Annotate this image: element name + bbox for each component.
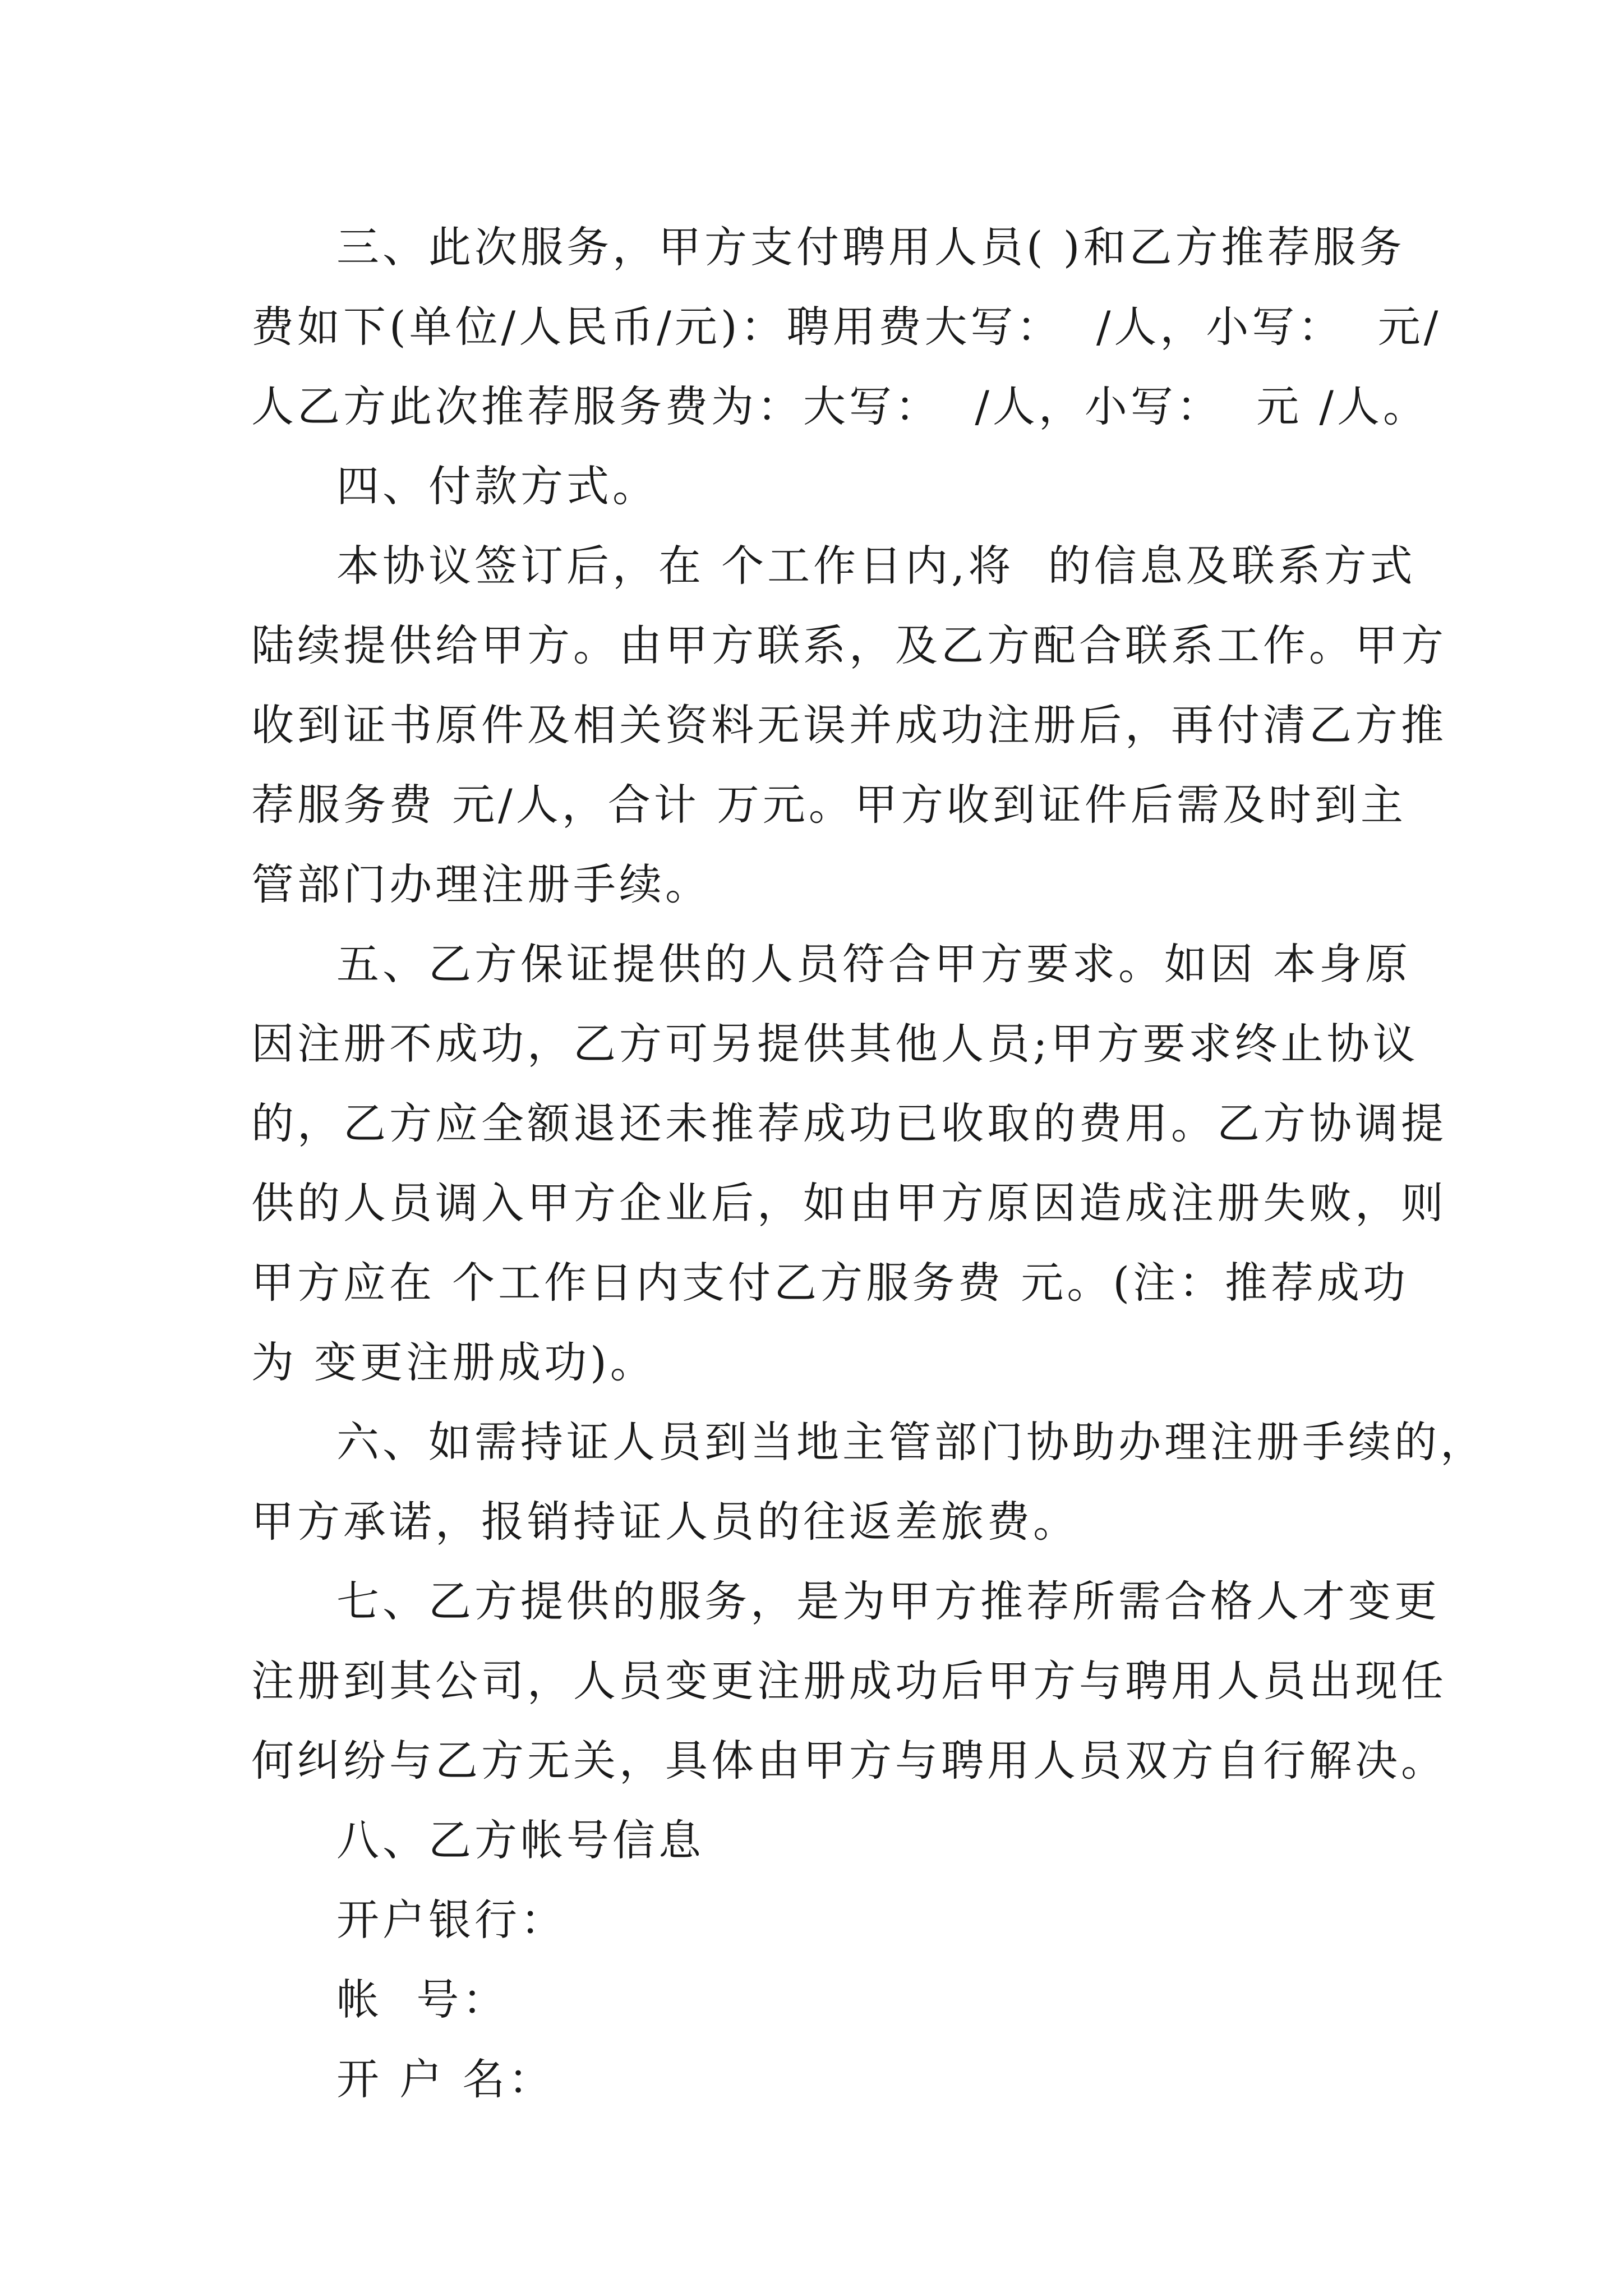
section-5 bbox=[251, 924, 1447, 1402]
section-8-heading: 八、乙方帐号信息 bbox=[336, 1815, 704, 1865]
section-5-line-3: 的，乙方应全额退还未推荐成功已收取的费用。乙方协调提 bbox=[251, 1098, 1447, 1148]
section-4-line-2: 陆续提供给甲方。由甲方联系，及乙方配合联系工作。甲方 bbox=[251, 620, 1447, 670]
section-4-line-3: 收到证书原件及相关资料无误并成功注册后，再付清乙方推 bbox=[251, 700, 1447, 750]
section-4-heading: 四、付款方式。 bbox=[336, 461, 658, 511]
section-6 bbox=[251, 1402, 1486, 1562]
section-4-line-5: 管部门办理注册手续。 bbox=[251, 859, 711, 909]
section-4-line-4: 荐服务费 元/人，合计 万元。甲方收到证件后需及时到主 bbox=[251, 780, 1407, 830]
section-3-line-3: 人乙方此次推荐服务费为：大写： /人，小写： 元 /人。 bbox=[251, 381, 1430, 431]
section-7 bbox=[251, 1562, 1447, 1801]
section-4-body bbox=[251, 526, 1447, 924]
account-label: 帐 号： bbox=[336, 1975, 509, 2024]
document-body bbox=[251, 208, 1486, 2119]
section-5-line-5: 甲方应在 个工作日内支付乙方服务费 元。(注：推荐成功 bbox=[251, 1258, 1409, 1308]
bank-label: 开户银行： bbox=[336, 1895, 566, 1945]
section-3-line-2: 费如下(单位/人民币/元)：聘用费大写： /人，小写： 元/ bbox=[251, 302, 1442, 352]
section-5-line-1: 五、乙方保证提供的人员符合甲方要求。如因 本身原 bbox=[336, 939, 1412, 989]
section-5-line-4: 供的人员调入甲方企业后，如由甲方原因造成注册失败，则 bbox=[251, 1178, 1447, 1228]
section-7-line-2: 注册到其公司，人员变更注册成功后甲方与聘用人员出现任 bbox=[251, 1656, 1447, 1706]
section-7-line-3: 何纠纷与乙方无关，具体由甲方与聘用人员双方自行解决。 bbox=[251, 1736, 1447, 1786]
section-3-line-1: 三、此次服务，甲方支付聘用人员( )和乙方推荐服务 bbox=[336, 222, 1405, 272]
section-5-line-2: 因注册不成功，乙方可另提供其他人员;甲方要求终止协议 bbox=[251, 1019, 1419, 1069]
section-6-line-1: 六、如需持证人员到当地主管部门协助办理注册手续的， bbox=[336, 1417, 1486, 1467]
section-7-line-1: 七、乙方提供的服务，是为甲方推荐所需合格人才变更 bbox=[336, 1576, 1440, 1626]
section-5-line-6: 为 变更注册成功)。 bbox=[251, 1337, 656, 1387]
section-3 bbox=[251, 208, 1442, 447]
section-4-line-1: 本协议签订后，在 个工作日内,将 的信息及联系方式 bbox=[336, 541, 1416, 591]
account-name-label: 开 户 名： bbox=[336, 2054, 555, 2104]
section-6-line-2: 甲方承诺，报销持证人员的往返差旅费。 bbox=[251, 1497, 1079, 1547]
